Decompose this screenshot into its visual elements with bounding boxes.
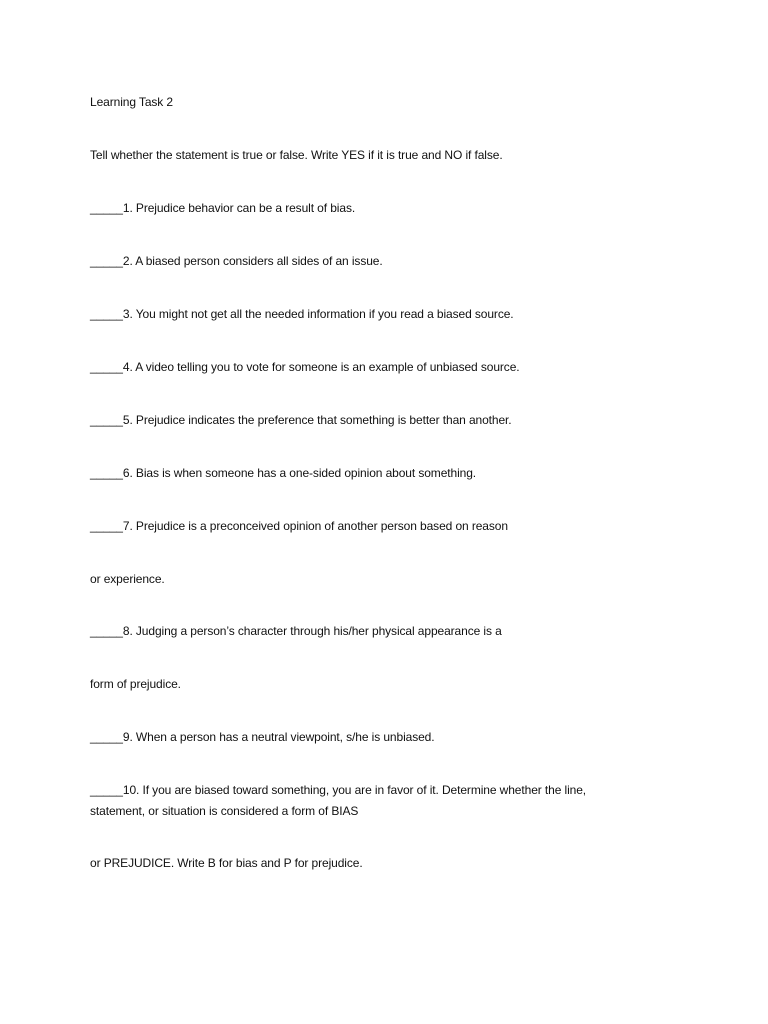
instructions: Tell whether the statement is true or false. Write YES if it is true and NO if false. [90, 148, 503, 162]
item-9: _____9. When a person has a neutral viewpoint, s/he is unbiased. [90, 730, 435, 744]
task-title: Learning Task 2 [90, 95, 174, 109]
item-2: _____2. A biased person considers all sides of an issue. [90, 254, 383, 268]
item-7: _____7. Prejudice is a preconceived opinion of another person based on reason [90, 519, 508, 533]
item-7-continued: or experience. [90, 572, 165, 586]
item-1: _____1. Prejudice behavior can be a result of bias. [90, 201, 356, 215]
item-10-continued: statement, or situation is considered a form of BIAS [90, 804, 359, 818]
item-5: _____5. Prejudice indicates the preference that something is better than another. [90, 413, 512, 427]
item-10-continued-2: or PREJUDICE. Write B for bias and P for prejudice. [90, 856, 363, 870]
item-4: _____4. A video telling you to vote for someone is an example of unbiased source. [90, 360, 520, 374]
item-3: _____3. You might not get all the needed information if you read a biased source. [90, 307, 514, 321]
item-6: _____6. Bias is when someone has a one-sided opinion about something. [90, 466, 477, 480]
item-8: _____8. Judging a person’s character through his/her physical appearance is a [90, 624, 502, 638]
item-8-continued: form of prejudice. [90, 677, 181, 691]
item-10: _____10. If you are biased toward something, you are in favor of it. Determine whether the line, [90, 783, 587, 797]
